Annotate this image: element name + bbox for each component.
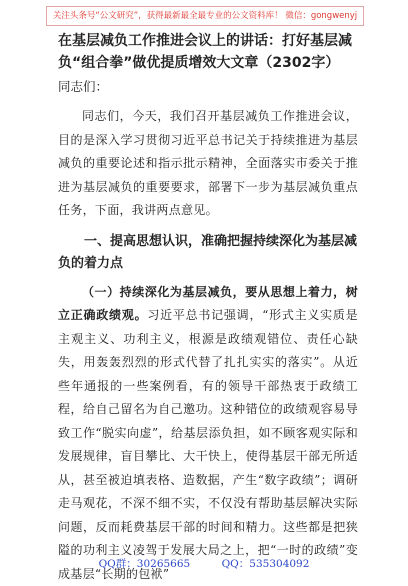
document-title: 在基层减负工作推进会议上的讲话：打好基层减负“组合拳”做优提质增效大文章（2302字） [58,30,358,74]
header-banner: 关注头条号“公文研究”，获得最新最全最专业的公文资料库！ 微信：gongwenyj [46,6,364,26]
section-heading: 一、提高思想认识，准确把握持续深化为基层减负的着力点 [58,231,358,275]
footer-qq-group: QQ群：30265665 [99,558,191,570]
document-body [58,30,358,586]
subsection-body: 习近平总书记强调，“形式主义实质是主观主义、功利主义，根源是政绩观错位、责任心缺失，用轰轰烈烈的形式代替了扎扎实实的落实”。从近些年通报的一些案例看，有的领导干部热衷于政绩工程，给自己留名为自己邀功。这种错位的政绩观容易导致工作“脱实向虚”，给基层添负担，如不顾客观实际和发展规律，盲目攀比、大干快上，使得基层干部无所适从，甚至被迫填表格、造数据，产生“数字政绩”；调研走马观花，不深不细不实，不仅没有帮助基层解决实际问题，反而耗费基层干部的时间和精力。这些都是把狭隘的功利主义凌驾于发展大局之上，把“一时的政绩”变成基层“长期的包袱” [58,308,358,581]
subsection-paragraph [58,281,358,586]
salutation: 同志们： [58,76,358,97]
footer-qq: QQ：535304092 [222,558,310,570]
footer [0,556,408,571]
subsection-lead: （一）持续深化为基层减负，要从思想上着力，树立正确政绩观。 [58,285,358,323]
intro-paragraph: 同志们，今天，我们召开基层减负工作推进会议，目的是深入学习贯彻习近平总书记关于持续推进为基层减负的重要论述和指示批示精神，全面落实市委关于推进为基层减负的重要要求，部署下一步为基层减负重点任务，下面，我讲两点意见。 [58,105,358,223]
